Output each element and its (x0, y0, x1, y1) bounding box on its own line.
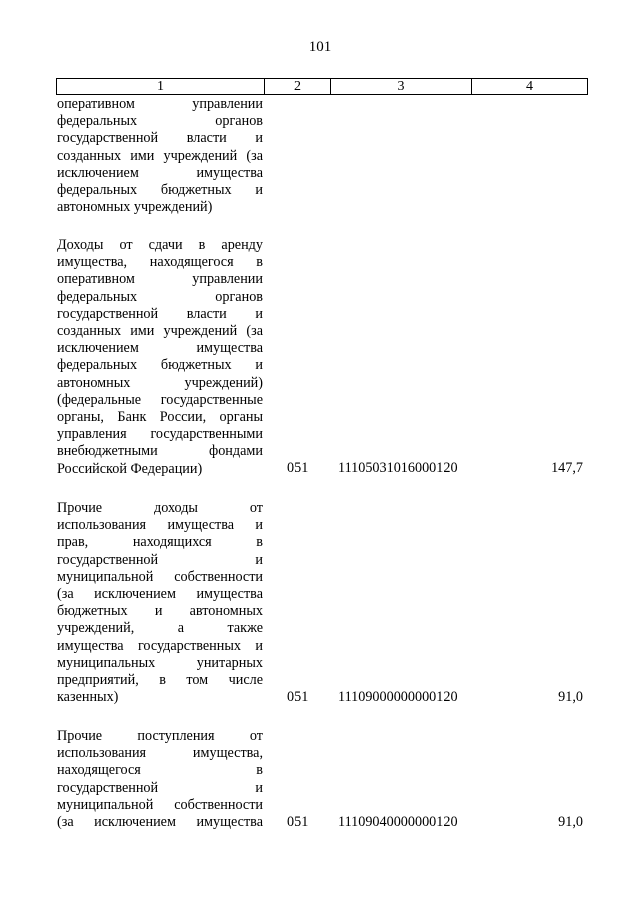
row-code-2: 11109000000000120 (338, 689, 458, 705)
desc-line: созданных ими учреждений (за (57, 323, 263, 340)
desc-line: государственной власти и (57, 305, 263, 322)
row-description (57, 728, 263, 831)
desc-line: исключением имущества (57, 164, 263, 181)
desc-line: оперативном управлении (57, 271, 263, 288)
desc-line: муниципальной собственности (57, 796, 263, 813)
row-code-1: 051 (287, 814, 309, 830)
desc-line: прав, находящихся в (57, 534, 263, 551)
desc-line: автономных учреждений) (57, 199, 213, 216)
desc-line: государственной и (57, 779, 263, 796)
desc-line: имущества государственных и (57, 637, 263, 654)
desc-line: (за исключением имущества (57, 814, 263, 831)
row-amount: 91,0 (558, 814, 583, 830)
desc-line: оперативном управлении (57, 96, 263, 112)
desc-line: учреждений, а также (57, 620, 263, 637)
row-amount: 147,7 (551, 460, 583, 476)
desc-line: казенных) (57, 689, 119, 706)
desc-line: федеральных бюджетных и (57, 357, 263, 374)
desc-line: исключением имущества (57, 340, 263, 357)
header-col-3: 3 (331, 79, 472, 95)
desc-line: (федеральные государственные (57, 391, 263, 408)
desc-line: Российской Федерации) (57, 460, 203, 477)
desc-line: органы, Банк России, органы (57, 409, 263, 426)
desc-line: Доходы от сдачи в аренду (57, 237, 263, 253)
desc-line: использования имущества, (57, 745, 263, 762)
header-col-2: 2 (265, 79, 331, 95)
row-code-1: 051 (287, 460, 309, 476)
desc-line: муниципальной собственности (57, 568, 263, 585)
desc-line: Прочие поступления от (57, 728, 263, 744)
page-number: 101 (308, 39, 332, 55)
desc-line: государственной власти и (57, 130, 263, 147)
desc-line: созданных ими учреждений (за (57, 147, 263, 164)
desc-line: использования имущества и (57, 517, 263, 534)
row-code-1: 051 (287, 689, 309, 705)
row-description (57, 96, 263, 216)
desc-line: автономных учреждений) (57, 374, 263, 391)
row-description (57, 237, 263, 478)
row-amount: 91,0 (558, 689, 583, 705)
desc-line: внебюджетными фондами (57, 443, 263, 460)
row-code-2: 11109040000000120 (338, 814, 458, 830)
desc-line: федеральных бюджетных и (57, 182, 263, 199)
row-code-2: 11105031016000120 (338, 460, 458, 476)
desc-line: государственной и (57, 551, 263, 568)
desc-line: Прочие доходы от (57, 500, 263, 516)
table-header (56, 78, 588, 95)
desc-line: федеральных органов (57, 113, 263, 130)
header-col-1: 1 (57, 79, 265, 95)
desc-line: имущества, находящегося в (57, 254, 263, 271)
header-col-4: 4 (472, 79, 588, 95)
desc-line: федеральных органов (57, 288, 263, 305)
desc-line: предприятий, в том числе (57, 672, 263, 689)
desc-line: муниципальных унитарных (57, 654, 263, 671)
desc-line: бюджетных и автономных (57, 603, 263, 620)
desc-line: находящегося в (57, 762, 263, 779)
desc-line: (за исключением имущества (57, 586, 263, 603)
desc-line: управления государственными (57, 426, 263, 443)
row-description (57, 500, 263, 706)
